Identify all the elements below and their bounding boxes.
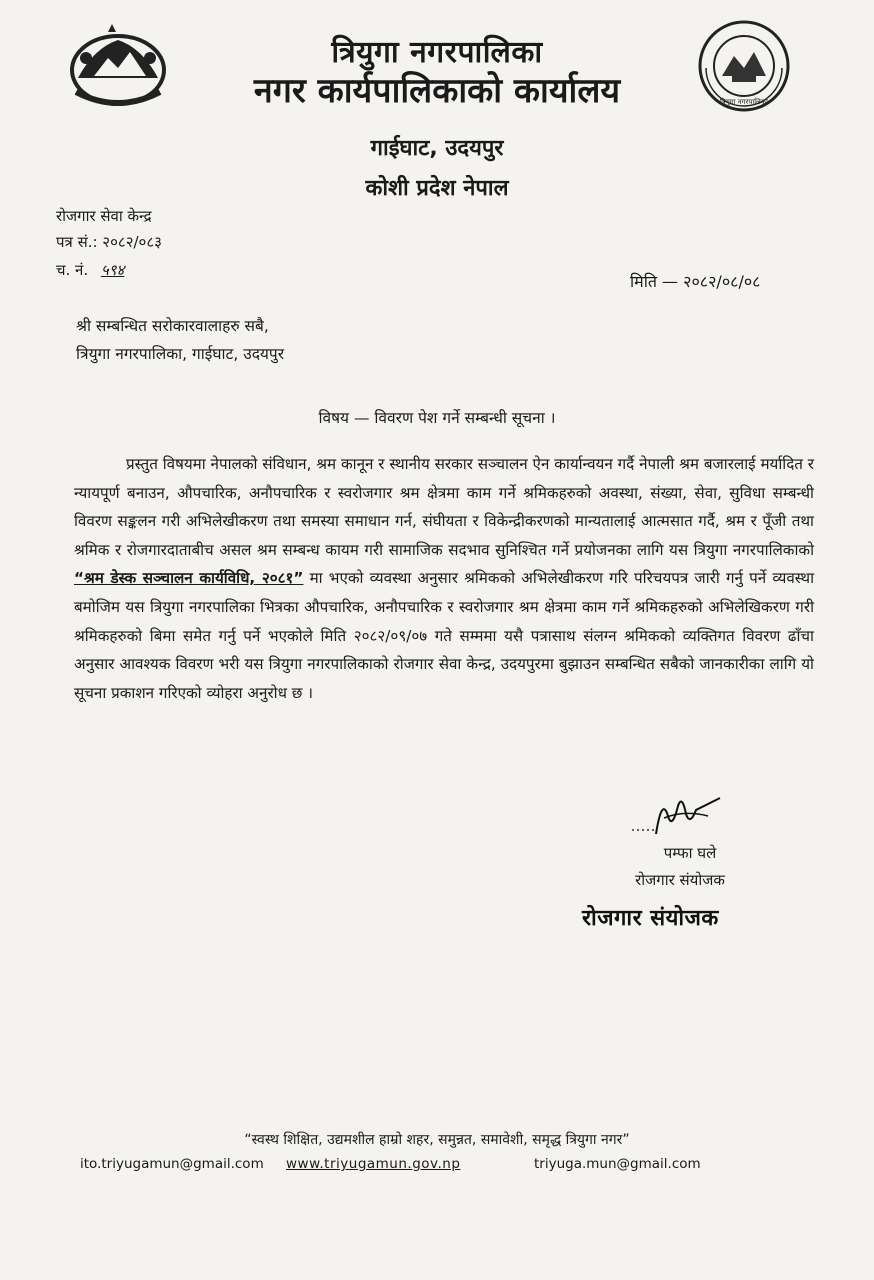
footer-website: www.triyugamun.gov.np [286,1156,461,1172]
addressee-line-1: श्री सम्बन्धित सरोकारवालाहरु सबै, [76,317,269,335]
body-part-2: मा भएको व्यवस्था अनुसार श्रमिकको अभिलेखीकरण गरि परिचयपत्र जारी गर्नु पर्ने व्यवस्था बमोजिम यस त्रियुगा नगरपालिका भित्रका औपचारिक, अनौपचारिक र स्वरोजगार श्रम क्षेत्रमा काम गर्ने श्रमिकहरुको अभिलेखिकरण गरी श्रमिकहरुको बिमा समेत गर्नु पर्ने भएकोले मिति २०८२/०९/०७ गते सम्ममा यसै पत्रासाथ संलग्न श्रमिकको व्यक्तिगत विवरण ढाँचा अनुसार आवश्यक विवरण भरी यस त्रियुगा नगरपालिकाको रोजगार सेवा केन्द्र, उदयपुरमा बुझाउन सम्बन्धित सबैको जानकारीका लागि यो सूचना प्रकाशन गरिएको व्योहरा अनुरोध छ । [74,569,815,702]
footer-email-2: triyuga.mun@gmail.com [534,1156,701,1172]
addressee-line-2: त्रियुगा नगरपालिका, गाईघाट, उदयपुर [76,345,285,363]
reference-number: पत्र सं.: २०८२/०८३ [56,233,162,251]
designation-stamp: रोजगार संयोजक [582,906,719,931]
footer-email-1: ito.triyugamun@gmail.com [80,1156,264,1172]
office-name: नगर कार्यपालिकाको कार्यालय [253,71,621,111]
signature-icon [624,786,728,842]
svg-text:त्रियुगा नगरपालिका: त्रियुगा नगरपालिका [720,98,768,106]
dispatch-label: च. नं. [56,261,89,279]
dispatch-value: ५९४ [100,261,125,279]
letter-subject: विषय — विवरण पेश गर्ने सम्बन्धी सूचना । [318,409,556,427]
office-location: गाईघाट, उदयपुर [370,136,504,161]
body-emphasis: “श्रम डेस्क सञ्चालन कार्यविधि, २०८१” [74,569,304,588]
province-country: कोशी प्रदेश नेपाल [365,176,509,201]
dispatch-number [56,260,124,280]
letter-date: मिति — २०८२/०८/०८ [630,272,761,291]
body-part-1: प्रस्तुत विषयमा नेपालको संविधान, श्रम कानून र स्थानीय सरकार सञ्चालन ऐन कार्यान्वयन गर्दै नेपाली श्रम बजारलाई मर्यादित र न्यायपूर्ण बनाउन, औपचारिक, अनौपचारिक र स्वरोजगार श्रम क्षेत्रमा काम गर्ने श्रमिकहरुको अवस्था, संख्या, सेवा, सुविधा सम्बन्धी विवरण सङ्कलन गरी अभिलेखीकरण तथा समस्या समाधान गर्न, संघीयता र विकेन्द्रीकरणको मान्यतालाई आत्मसात गर्दै, श्रम र पूँजी तथा श्रमिक र रोजगारदाताबीच असल श्रम सम्बन्ध कायम गरी सामाजिक सदभाव सुनिश्चित गर्ने प्रयोजनका लागि यस त्रियुगा नगरपालिकाको [74,455,814,559]
issuing-office: रोजगार सेवा केन्द्र [56,207,152,225]
municipality-name: त्रियुगा नगरपालिका [331,35,543,70]
signer-name: पम्फा घले [663,844,717,862]
letter-body [74,450,814,707]
footer-motto: “स्वस्थ शिक्षित, उद्यमशील हाम्रो शहर, समुन्नत, समावेशी, समृद्ध त्रियुगा नगर” [244,1132,630,1148]
signer-title: रोजगार संयोजक [635,871,725,889]
